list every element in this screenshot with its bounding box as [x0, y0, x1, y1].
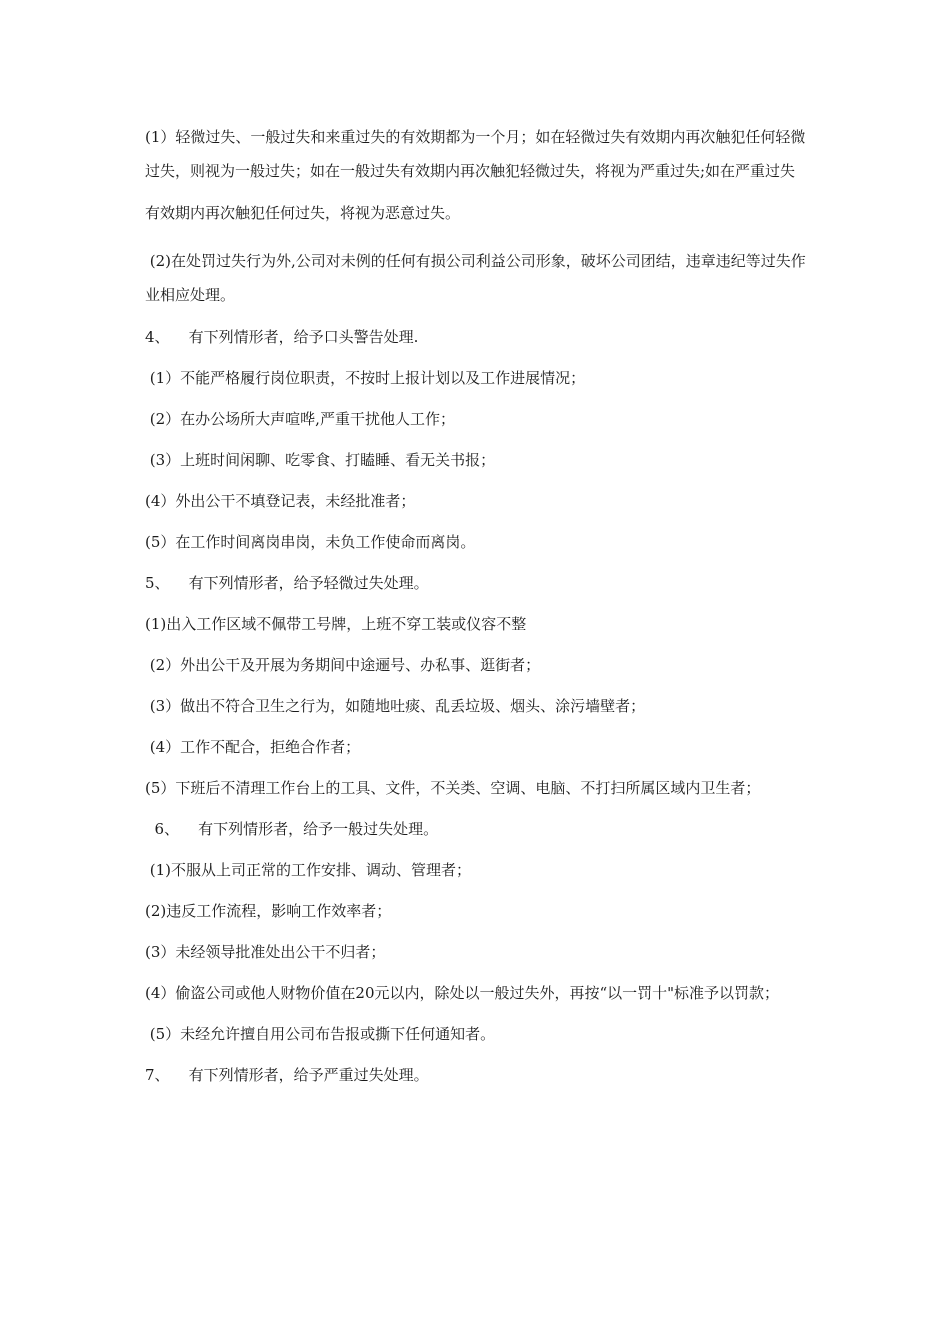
paragraph-3: (2)在处罚过失行为外,公司对未例的任何有损公司利益公司形象，破坏公司团结，违章违纪等过失作业相应处理。 — [145, 252, 806, 304]
section-7-heading: 7、 有下列情形者，给予严重过失处理。 — [145, 1066, 429, 1084]
section-4-item-1: (1）不能严格履行岗位职责，不按时上报计划以及工作进展情况； — [145, 369, 586, 387]
paragraph-2: 有效期内再次触犯任何过失，将视为恶意过失。 — [145, 204, 461, 222]
section-5-heading: 5、 有下列情形者，给予轻微过失处理。 — [145, 574, 429, 592]
section-6-item-3: (3）未经领导批准处出公干不归者； — [145, 943, 386, 961]
section-4-item-5: (5）在工作时间离岗串岗，未负工作使命而离岗。 — [145, 533, 476, 551]
section-6-item-1: (1)不服从上司正常的工作安排、调动、管理者； — [145, 861, 472, 879]
section-4-item-2: (2）在办公场所大声喧哗,严重干扰他人工作； — [145, 410, 455, 428]
section-4-heading: 4、 有下列情形者，给予口头警告处理. — [145, 328, 419, 346]
section-5-item-5: (5）下班后不清理工作台上的工具、文件，不关类、空调、电脑、不打扫所属区域内卫生者； — [145, 779, 761, 797]
document-body — [145, 120, 815, 1092]
section-6-item-5: (5）未经允许擅自用公司布告报或撕下任何通知者。 — [145, 1025, 496, 1043]
section-4-item-4: (4）外出公干不填登记表，未经批准者； — [145, 492, 416, 510]
section-6-heading: 6、 有下列情形者，给予一般过失处理。 — [145, 820, 439, 838]
section-6-item-2: (2)违反工作流程，影响工作效率者； — [145, 902, 392, 920]
section-4-item-3: (3）上班时间闲聊、吃零食、打瞌睡、看无关书报； — [145, 451, 496, 469]
section-5-item-3: (3）做出不符合卫生之行为，如随地吐痰、乱丢垃圾、烟头、涂污墙壁者； — [145, 697, 646, 715]
section-5-item-4: (4）工作不配合，拒绝合作者； — [145, 738, 361, 756]
section-5-item-2: (2）外出公干及开展为务期间中途逦号、办私事、逛街者； — [145, 656, 541, 674]
section-6-item-4: (4）偷盗公司或他人财物价值在20元以内，除处以一般过失外，再按“以一罚十"标准予以罚款； — [145, 984, 780, 1002]
paragraph-1: (1）轻微过失、一般过失和来重过失的有效期都为一个月；如在轻微过失有效期内再次触犯任何轻微过失，则视为一般过失；如在一般过失有效期内再次触犯轻微过失，将视为严重过失;如在严重过失 — [145, 128, 806, 180]
section-5-item-1: (1)出入工作区域不佩带工号牌，上班不穿工装或仪容不整 — [145, 615, 527, 633]
